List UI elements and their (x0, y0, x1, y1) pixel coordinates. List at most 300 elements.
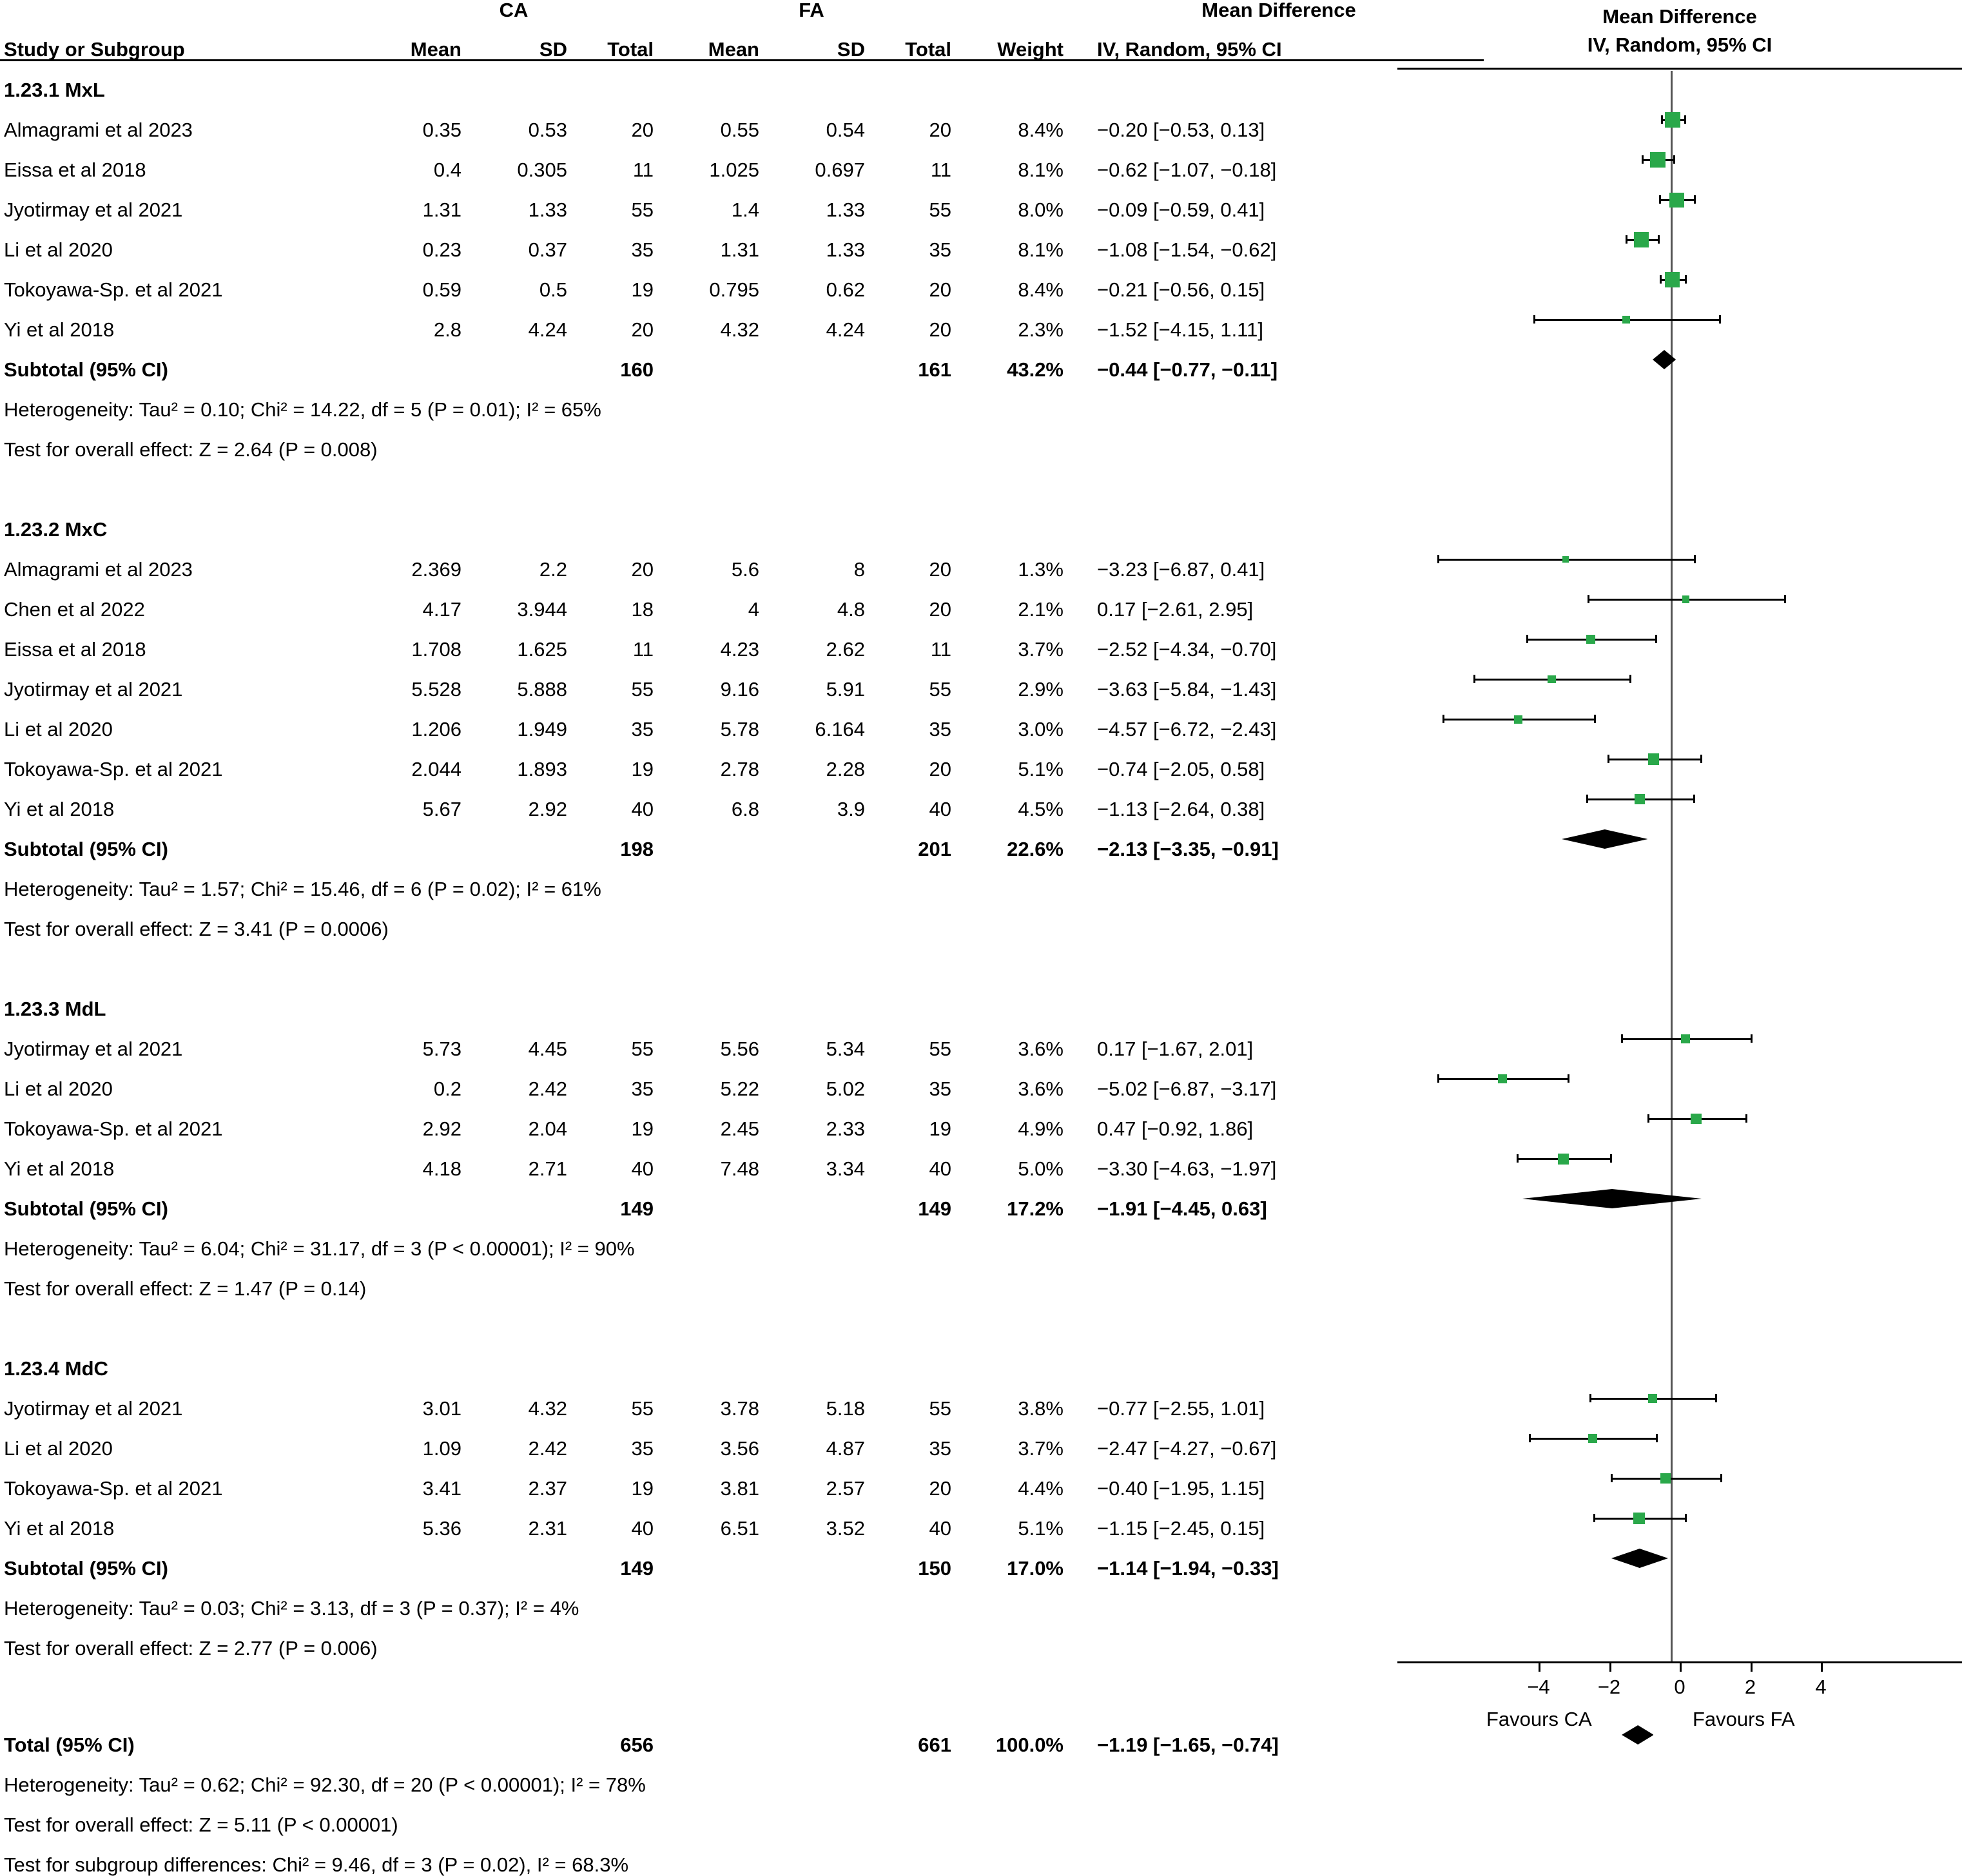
sd-ca: 0.37 (528, 238, 567, 261)
mean-fa: 5.56 (720, 1038, 759, 1060)
sd-ca: 0.5 (539, 278, 567, 301)
table-row (0, 1059, 1484, 1099)
ci-value: −3.30 [−4.63, −1.97] (1097, 1157, 1277, 1180)
effect-estimate-marker (1665, 112, 1680, 128)
total-ca: 18 (631, 598, 654, 621)
col-md-method: IV, Random, 95% CI (1074, 20, 1484, 60)
table-row (0, 220, 1484, 260)
ci-value: −0.74 [−2.05, 0.58] (1097, 758, 1265, 780)
ci-cap (1715, 1394, 1717, 1402)
ci-value: 0.17 [−1.67, 2.01] (1097, 1038, 1254, 1060)
total-ca: 20 (631, 119, 654, 141)
total-row (0, 1715, 1484, 1755)
mean-ca: 5.73 (422, 1038, 461, 1060)
table-row (0, 699, 1484, 739)
mean-ca: 2.369 (411, 558, 461, 581)
total-ca: 19 (631, 278, 654, 301)
overall-effect-text: Test for overall effect: Z = 2.77 (P = 0.006) (4, 1637, 378, 1659)
table-row (0, 260, 1484, 300)
total-ca: 40 (631, 1517, 654, 1540)
blank (471, 1179, 576, 1219)
study-name: Jyotirmay et al 2021 (4, 1397, 183, 1420)
axis-tick-label: 0 (1674, 1676, 1685, 1698)
sd-fa: 5.02 (826, 1078, 865, 1100)
ci-cap (1658, 235, 1660, 244)
axis-tick-label: 2 (1744, 1676, 1756, 1698)
mean-ca: 5.67 (422, 798, 461, 820)
mean-fa: 2.45 (720, 1117, 759, 1140)
effect-estimate-marker (1514, 715, 1522, 724)
ci-cap (1720, 1474, 1722, 1482)
ci-cap (1685, 275, 1687, 284)
total-ca: 40 (631, 798, 654, 820)
summary-diamond (1622, 1725, 1654, 1745)
ci-cap (1586, 795, 1588, 803)
col-sd-fa: SD (768, 20, 874, 60)
axis-tick (1821, 1661, 1823, 1672)
effect-estimate-marker (1691, 1114, 1702, 1125)
heterogeneity-text: Heterogeneity: Tau² = 0.03; Chi² = 3.13, df = 3 (P = 0.37); I² = 4% (4, 1597, 579, 1620)
total-fa: 20 (929, 558, 951, 581)
table-row (0, 300, 1484, 340)
subtotal-row (0, 1179, 1484, 1219)
total-ca: 35 (631, 238, 654, 261)
total-heterogeneity-row (0, 1755, 1484, 1795)
total-fa: 55 (929, 1038, 951, 1060)
total-fa: 11 (930, 159, 951, 181)
blank (663, 1538, 768, 1578)
weight-value: 8.4% (1018, 278, 1064, 301)
ci-value: −1.13 [−2.64, 0.38] (1097, 798, 1265, 820)
study-name: Yi et al 2018 (4, 798, 115, 820)
subtotal-total-ca: 149 (620, 1557, 654, 1580)
heterogeneity-text: Heterogeneity: Tau² = 6.04; Chi² = 31.17, df = 3 (P < 0.00001); I² = 90% (4, 1237, 635, 1260)
sd-fa: 2.28 (826, 758, 865, 780)
mean-ca: 3.01 (422, 1397, 461, 1420)
effect-estimate-marker (1682, 595, 1689, 603)
effect-estimate-marker (1681, 1034, 1690, 1043)
ci-cap (1473, 675, 1475, 683)
effect-estimate-marker (1650, 152, 1665, 167)
blank (471, 1538, 576, 1578)
sd-ca: 0.53 (528, 119, 567, 141)
study-name: Tokoyawa-Sp. et al 2021 (4, 278, 223, 301)
effect-estimate-marker (1498, 1074, 1507, 1083)
total-fa: 35 (929, 238, 951, 261)
subgroup-spacer (0, 459, 1484, 499)
study-name: Yi et al 2018 (4, 1157, 115, 1180)
sd-fa: 3.34 (826, 1157, 865, 1180)
null-effect-line (1671, 71, 1673, 1663)
group-header-row (0, 0, 1484, 20)
ci-cap (1589, 1394, 1591, 1402)
subgroup-spacer (0, 1299, 1484, 1339)
table-row (0, 779, 1484, 819)
total-fa: 55 (929, 678, 951, 701)
overall-effect-row (0, 1259, 1484, 1299)
mean-fa: 1.4 (731, 198, 759, 221)
subgroup-heading-row (0, 60, 1484, 100)
table-row (0, 1378, 1484, 1418)
mean-ca: 3.41 (422, 1477, 461, 1500)
mean-fa: 0.55 (720, 119, 759, 141)
mean-fa: 1.025 (709, 159, 759, 181)
blank (365, 340, 471, 380)
mean-ca: 2.92 (422, 1117, 461, 1140)
study-name: Chen et al 2022 (4, 598, 145, 621)
heterogeneity-text: Heterogeneity: Tau² = 1.57; Chi² = 15.46, df = 6 (P = 0.02); I² = 61% (4, 878, 601, 900)
heterogeneity-row (0, 1219, 1484, 1259)
mean-fa: 5.6 (731, 558, 759, 581)
subtotal-label: Subtotal (95% CI) (4, 1197, 168, 1220)
plot-subtitle: IV, Random, 95% CI (1587, 34, 1773, 56)
effect-estimate-marker (1558, 1154, 1569, 1165)
sd-ca: 1.625 (517, 638, 567, 661)
mean-fa: 7.48 (720, 1157, 759, 1180)
subgroup-heading-row (0, 979, 1484, 1019)
study-name: Li et al 2020 (4, 1437, 113, 1460)
total-fa: 35 (929, 1078, 951, 1100)
table-row (0, 140, 1484, 180)
total-ca: 20 (631, 318, 654, 341)
col-total-fa: Total (874, 20, 960, 60)
sd-ca: 1.949 (517, 718, 567, 740)
overall-effect-text: Test for overall effect: Z = 1.47 (P = 0.14) (4, 1277, 367, 1300)
ci-value: 0.47 [−0.92, 1.86] (1097, 1117, 1254, 1140)
blank (365, 1715, 471, 1755)
table-row (0, 1458, 1484, 1498)
subtotal-row (0, 1538, 1484, 1578)
effect-estimate-marker (1586, 635, 1595, 644)
group-header-ca: CA (499, 0, 529, 21)
sd-fa: 1.33 (826, 238, 865, 261)
ci-cap (1673, 155, 1675, 164)
col-sd-ca: SD (471, 20, 576, 60)
effect-estimate-marker (1633, 1513, 1644, 1523)
summary-diamond (1522, 1189, 1702, 1208)
subtotal-row (0, 819, 1484, 859)
study-name: Tokoyawa-Sp. et al 2021 (4, 1117, 223, 1140)
weight-value: 8.1% (1018, 159, 1064, 181)
subtotal-weight: 43.2% (1007, 358, 1064, 381)
total-fa: 40 (929, 1157, 951, 1180)
weight-value: 2.3% (1018, 318, 1064, 341)
ci-cap (1684, 115, 1686, 124)
total-fa: 40 (929, 1517, 951, 1540)
sd-fa: 4.24 (826, 318, 865, 341)
total-ca: 55 (631, 678, 654, 701)
effect-estimate-marker (1548, 675, 1556, 684)
total-fa: 11 (930, 638, 951, 661)
total-total-ca: 656 (620, 1734, 654, 1756)
ci-value: −0.20 [−0.53, 0.13] (1097, 119, 1265, 141)
overall-effect-row (0, 899, 1484, 939)
subtotal-weight: 17.2% (1007, 1197, 1064, 1220)
plot-title: Mean Difference (1602, 5, 1757, 28)
total-ca: 55 (631, 198, 654, 221)
mean-fa: 4 (748, 598, 759, 621)
mean-fa: 3.81 (720, 1477, 759, 1500)
ci-value: −2.47 [−4.27, −0.67] (1097, 1437, 1277, 1460)
sd-ca: 5.888 (517, 678, 567, 701)
sd-fa: 5.34 (826, 1038, 865, 1060)
blank (768, 1538, 874, 1578)
study-name: Jyotirmay et al 2021 (4, 1038, 183, 1060)
mean-fa: 1.31 (720, 238, 759, 261)
blank (663, 1179, 768, 1219)
ci-value: −3.63 [−5.84, −1.43] (1097, 678, 1277, 701)
effect-estimate-marker (1635, 794, 1645, 804)
study-name: Almagrami et al 2023 (4, 558, 193, 581)
blank (471, 819, 576, 859)
ci-cap (1751, 1034, 1753, 1043)
subtotal-total-fa: 150 (918, 1557, 951, 1580)
ci-cap (1626, 235, 1627, 244)
overall-effect-row (0, 1618, 1484, 1658)
blank (365, 1538, 471, 1578)
sd-ca: 4.24 (528, 318, 567, 341)
subtotal-total-fa: 149 (918, 1197, 951, 1220)
sd-fa: 2.57 (826, 1477, 865, 1500)
total-heterogeneity-text: Heterogeneity: Tau² = 0.62; Chi² = 92.30, df = 20 (P < 0.00001); I² = 78% (4, 1774, 646, 1796)
study-name: Li et al 2020 (4, 238, 113, 261)
ci-cap (1437, 1074, 1439, 1083)
ci-cap (1588, 595, 1589, 603)
total-fa: 35 (929, 718, 951, 740)
sd-fa: 2.62 (826, 638, 865, 661)
blank (663, 340, 768, 380)
ci-cap (1784, 595, 1786, 603)
subgroup-differences-row (0, 1835, 1484, 1875)
sd-ca: 4.32 (528, 1397, 567, 1420)
ci-cap (1526, 635, 1528, 643)
subtotal-ci: −2.13 [−3.35, −0.91] (1097, 838, 1279, 860)
sd-fa: 0.697 (815, 159, 865, 181)
sd-ca: 1.33 (528, 198, 567, 221)
subgroup-spacer (0, 1658, 1484, 1698)
blank (768, 1179, 874, 1219)
ci-value: −3.23 [−6.87, 0.41] (1097, 558, 1265, 581)
subtotal-total-fa: 161 (918, 358, 951, 381)
ci-cap (1607, 755, 1609, 763)
blank (663, 819, 768, 859)
summary-diamond (1653, 350, 1676, 369)
ci-value: −2.52 [−4.34, −0.70] (1097, 638, 1277, 661)
table-row (0, 100, 1484, 140)
ci-value: −0.40 [−1.95, 1.15] (1097, 1477, 1265, 1500)
table-row (0, 539, 1484, 579)
mean-ca: 4.18 (422, 1157, 461, 1180)
ci-cap (1629, 675, 1631, 683)
weight-value: 1.3% (1018, 558, 1064, 581)
effect-estimate-marker (1622, 316, 1630, 324)
total-label: Total (95% CI) (4, 1734, 135, 1756)
mean-ca: 1.708 (411, 638, 461, 661)
sd-ca: 2.71 (528, 1157, 567, 1180)
subtotal-ci: −1.91 [−4.45, 0.63] (1097, 1197, 1267, 1220)
table-row (0, 579, 1484, 619)
ci-cap (1568, 1074, 1569, 1083)
group-header-fa: FA (799, 0, 824, 21)
total-fa: 20 (929, 278, 951, 301)
subgroup-differences-text: Test for subgroup differences: Chi² = 9.46, df = 3 (P = 0.02), I² = 68.3% (4, 1853, 629, 1876)
weight-value: 4.4% (1018, 1477, 1064, 1500)
mean-fa: 5.22 (720, 1078, 759, 1100)
ci-cap (1529, 1434, 1531, 1442)
sd-ca: 3.944 (517, 598, 567, 621)
total-ca: 35 (631, 718, 654, 740)
sd-fa: 3.52 (826, 1517, 865, 1540)
blank (365, 819, 471, 859)
overall-effect-row (0, 420, 1484, 459)
sd-ca: 2.92 (528, 798, 567, 820)
mean-fa: 6.51 (720, 1517, 759, 1540)
ci-cap (1694, 195, 1696, 204)
total-ca: 55 (631, 1038, 654, 1060)
mean-fa: 0.795 (709, 278, 759, 301)
sd-ca: 2.31 (528, 1517, 567, 1540)
axis-tick (1680, 1661, 1682, 1672)
col-mean-fa: Mean (663, 20, 768, 60)
heterogeneity-text: Heterogeneity: Tau² = 0.10; Chi² = 14.22, df = 5 (P = 0.01); I² = 65% (4, 398, 601, 421)
ci-cap (1517, 1154, 1519, 1163)
total-spacer (0, 1698, 1484, 1715)
mean-fa: 4.23 (720, 638, 759, 661)
study-name: Tokoyawa-Sp. et al 2021 (4, 758, 223, 780)
mean-ca: 1.206 (411, 718, 461, 740)
weight-value: 3.8% (1018, 1397, 1064, 1420)
heterogeneity-row (0, 380, 1484, 420)
effect-estimate-marker (1648, 753, 1659, 764)
sd-fa: 5.18 (826, 1397, 865, 1420)
mean-ca: 2.8 (433, 318, 461, 341)
ci-value: −4.57 [−6.72, −2.43] (1097, 718, 1277, 740)
weight-value: 4.5% (1018, 798, 1064, 820)
mean-ca: 0.59 (422, 278, 461, 301)
total-ca: 19 (631, 758, 654, 780)
ci-cap (1694, 555, 1696, 563)
mean-ca: 1.09 (422, 1437, 461, 1460)
ci-cap (1611, 1474, 1613, 1482)
mean-fa: 4.32 (720, 318, 759, 341)
sd-ca: 2.42 (528, 1078, 567, 1100)
ci-cap (1659, 195, 1661, 204)
table-row (0, 659, 1484, 699)
blank (471, 1715, 576, 1755)
sd-ca: 1.893 (517, 758, 567, 780)
col-weight: Weight (960, 20, 1074, 60)
ci-value: −1.08 [−1.54, −0.62] (1097, 238, 1277, 261)
sd-ca: 2.42 (528, 1437, 567, 1460)
blank (768, 819, 874, 859)
subtotal-weight: 17.0% (1007, 1557, 1064, 1580)
sd-fa: 8 (853, 558, 865, 581)
total-ca: 19 (631, 1477, 654, 1500)
effect-estimate-marker (1634, 232, 1649, 247)
study-name: Jyotirmay et al 2021 (4, 198, 183, 221)
mean-ca: 0.4 (433, 159, 461, 181)
plot-header-rule (1397, 68, 1962, 70)
subtotal-row (0, 340, 1484, 380)
weight-value: 2.9% (1018, 678, 1064, 701)
col-study: Study or Subgroup (0, 20, 365, 60)
weight-value: 5.1% (1018, 758, 1064, 780)
subtotal-total-fa: 201 (918, 838, 951, 860)
heterogeneity-row (0, 1578, 1484, 1618)
mean-ca: 2.044 (411, 758, 461, 780)
weight-value: 3.7% (1018, 1437, 1064, 1460)
subtotal-ci: −1.14 [−1.94, −0.33] (1097, 1557, 1279, 1580)
ci-cap (1685, 1514, 1687, 1522)
ci-cap (1437, 555, 1439, 563)
column-header-row (0, 20, 1484, 60)
axis-tick (1609, 1661, 1611, 1672)
effect-estimate-marker (1648, 1394, 1658, 1404)
sd-ca: 2.37 (528, 1477, 567, 1500)
mean-fa: 3.56 (720, 1437, 759, 1460)
overall-effect-text: Test for overall effect: Z = 2.64 (P = 0.008) (4, 438, 378, 461)
mean-ca: 4.17 (422, 598, 461, 621)
ci-cap (1610, 1154, 1612, 1163)
sd-ca: 2.2 (539, 558, 567, 581)
table-row (0, 1418, 1484, 1458)
subgroup-spacer (0, 939, 1484, 979)
ci-cap (1656, 1434, 1658, 1442)
total-effect-text: Test for overall effect: Z = 5.11 (P < 0.00001) (4, 1813, 398, 1836)
ci-value: −0.09 [−0.59, 0.41] (1097, 198, 1265, 221)
total-fa: 35 (929, 1437, 951, 1460)
effect-estimate-marker (1562, 556, 1569, 563)
total-fa: 20 (929, 598, 951, 621)
blank (768, 340, 874, 380)
subgroup-label: 1.23.1 MxL (4, 79, 105, 101)
mean-ca: 5.36 (422, 1517, 461, 1540)
ci-cap (1533, 315, 1535, 324)
subgroup-heading-row (0, 1339, 1484, 1378)
favours-left-label: Favours CA (1486, 1708, 1592, 1730)
mean-fa: 2.78 (720, 758, 759, 780)
blank (663, 1715, 768, 1755)
total-ca: 19 (631, 1117, 654, 1140)
axis-tick-label: −2 (1597, 1676, 1621, 1698)
ci-cap (1719, 315, 1721, 324)
study-name: Jyotirmay et al 2021 (4, 678, 183, 701)
ci-cap (1647, 1114, 1649, 1123)
sd-fa: 4.8 (837, 598, 865, 621)
weight-value: 8.4% (1018, 119, 1064, 141)
weight-value: 5.1% (1018, 1517, 1064, 1540)
total-ca: 20 (631, 558, 654, 581)
total-fa: 19 (929, 1117, 951, 1140)
weight-value: 8.1% (1018, 238, 1064, 261)
md-header-text: Mean Difference (1201, 0, 1356, 21)
sd-ca: 4.45 (528, 1038, 567, 1060)
mean-fa: 6.8 (731, 798, 759, 820)
sd-fa: 0.62 (826, 278, 865, 301)
heterogeneity-row (0, 859, 1484, 899)
total-fa: 20 (929, 758, 951, 780)
table-row (0, 1099, 1484, 1139)
blank (365, 1179, 471, 1219)
total-ca: 55 (631, 1397, 654, 1420)
ci-cap (1700, 755, 1702, 763)
blank (768, 1715, 874, 1755)
table-row (0, 739, 1484, 779)
subgroup-label: 1.23.2 MxC (4, 518, 108, 541)
mean-ca: 0.2 (433, 1078, 461, 1100)
total-fa: 55 (929, 198, 951, 221)
sd-ca: 0.305 (517, 159, 567, 181)
